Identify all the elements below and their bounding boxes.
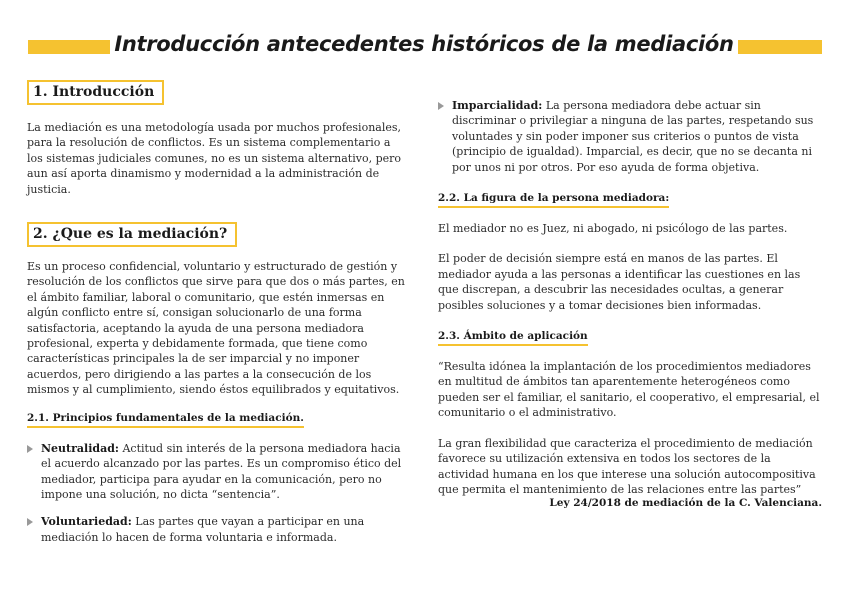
ambito-text-2: La gran flexibilidad que caracteriza el procedimiento de mediación favorece su utilización extensiva en todos los sectores de la actividad humana en los que interese una solución autocompositiva que permita el mantenimiento de las relaciones entre las partes”: [438, 436, 816, 496]
right-column: [438, 98, 822, 509]
section-heading-figura: 2.2. La figura de la persona mediadora:: [438, 192, 669, 208]
bullet-neutralidad: [27, 441, 407, 503]
left-column: [27, 80, 407, 545]
page-title: [0, 32, 848, 56]
bullet-text: Las partes que vayan a participar en una mediación lo hacen de forma voluntaria e informada.: [41, 515, 365, 544]
section-heading-introduccion: 1. Introducción: [27, 80, 164, 105]
figura-text-2: El poder de decisión siempre está en manos de las partes. El mediador ayuda a las personas a identificar las cuestiones en las que discrepan, a descubrir las necesidades ocultas, a generar posibles soluciones y a tomar decisiones bien informadas.: [438, 252, 801, 312]
figura-text-1: El mediador no es Juez, ni abogado, ni psicólogo de las partes.: [438, 222, 788, 236]
bullet-text: La persona mediadora debe actuar sin discriminar o privilegiar a ninguna de las partes, respetando sus voluntades y sin poder imponer sus criterios o puntos de vista (principio de igualdad). Imparcial, es decir, que no se decanta ni por unos ni por otros. Por eso ayuda de forma objetiva.: [452, 99, 814, 174]
bullet-term: Neutralidad:: [41, 441, 119, 455]
introduccion-text: La mediación es una metodología usada por muchos profesionales, para la resolución de conflictos. Es un sistema complementario a los sistemas judiciales comunes, no es un sistema alternativo, pero aun así aporta dinamismo y modernidad a la administración de justicia.: [27, 121, 402, 196]
bullet-imparcialidad: [438, 98, 822, 175]
section-heading-ambito: 2.3. Ámbito de aplicación: [438, 330, 588, 346]
triangle-bullet-icon: [27, 445, 33, 453]
section-heading-principios: 2.1. Principios fundamentales de la mediación.: [27, 412, 304, 428]
que-es-text: Es un proceso confidencial, voluntario y estructurado de gestión y resolución de los conflictos que sirve para que dos o más partes, en el ámbito familiar, laboral o comunitario, que estén inmersas en algún conflicto entre sí, consigan solucionarlo de una forma satisfactoria, aceptando la ayuda de una persona mediadora profesional, experta y debidamente formada, que tiene como características principales la de ser imparcial y no imponer acuerdos, pero dirigiendo a las partes a la consecución de los mismos y al cumplimiento, siendo éstos equilibrados y equitativos.: [27, 260, 405, 397]
bullet-voluntariedad: [27, 514, 407, 545]
triangle-bullet-icon: [438, 102, 444, 110]
triangle-bullet-icon: [27, 518, 33, 526]
section-heading-que-es: 2. ¿Que es la mediación?: [27, 222, 237, 247]
bullet-text: Actitud sin interés de la persona mediadora hacia el acuerdo alcanzado por las partes. Es un compromiso ético del mediador, participa para ayudar en la comunicación, pero no impone una solución, no dicta “sentencia”.: [41, 441, 402, 501]
page-title-text: Introducción antecedentes históricos de la mediación: [110, 32, 737, 56]
ambito-text-1: “Resulta idónea la implantación de los procedimientos mediadores en multitud de ámbitos tan aparentemente heterogéneos como pueden ser el familiar, el sanitario, el cooperativo, el empresarial, el comunitario o el administrativo.: [438, 360, 820, 420]
law-citation: Ley 24/2018 de mediación de la C. Valenciana.: [549, 497, 822, 510]
bullet-term: Imparcialidad:: [452, 99, 543, 112]
bullet-term: Voluntariedad:: [41, 515, 132, 529]
